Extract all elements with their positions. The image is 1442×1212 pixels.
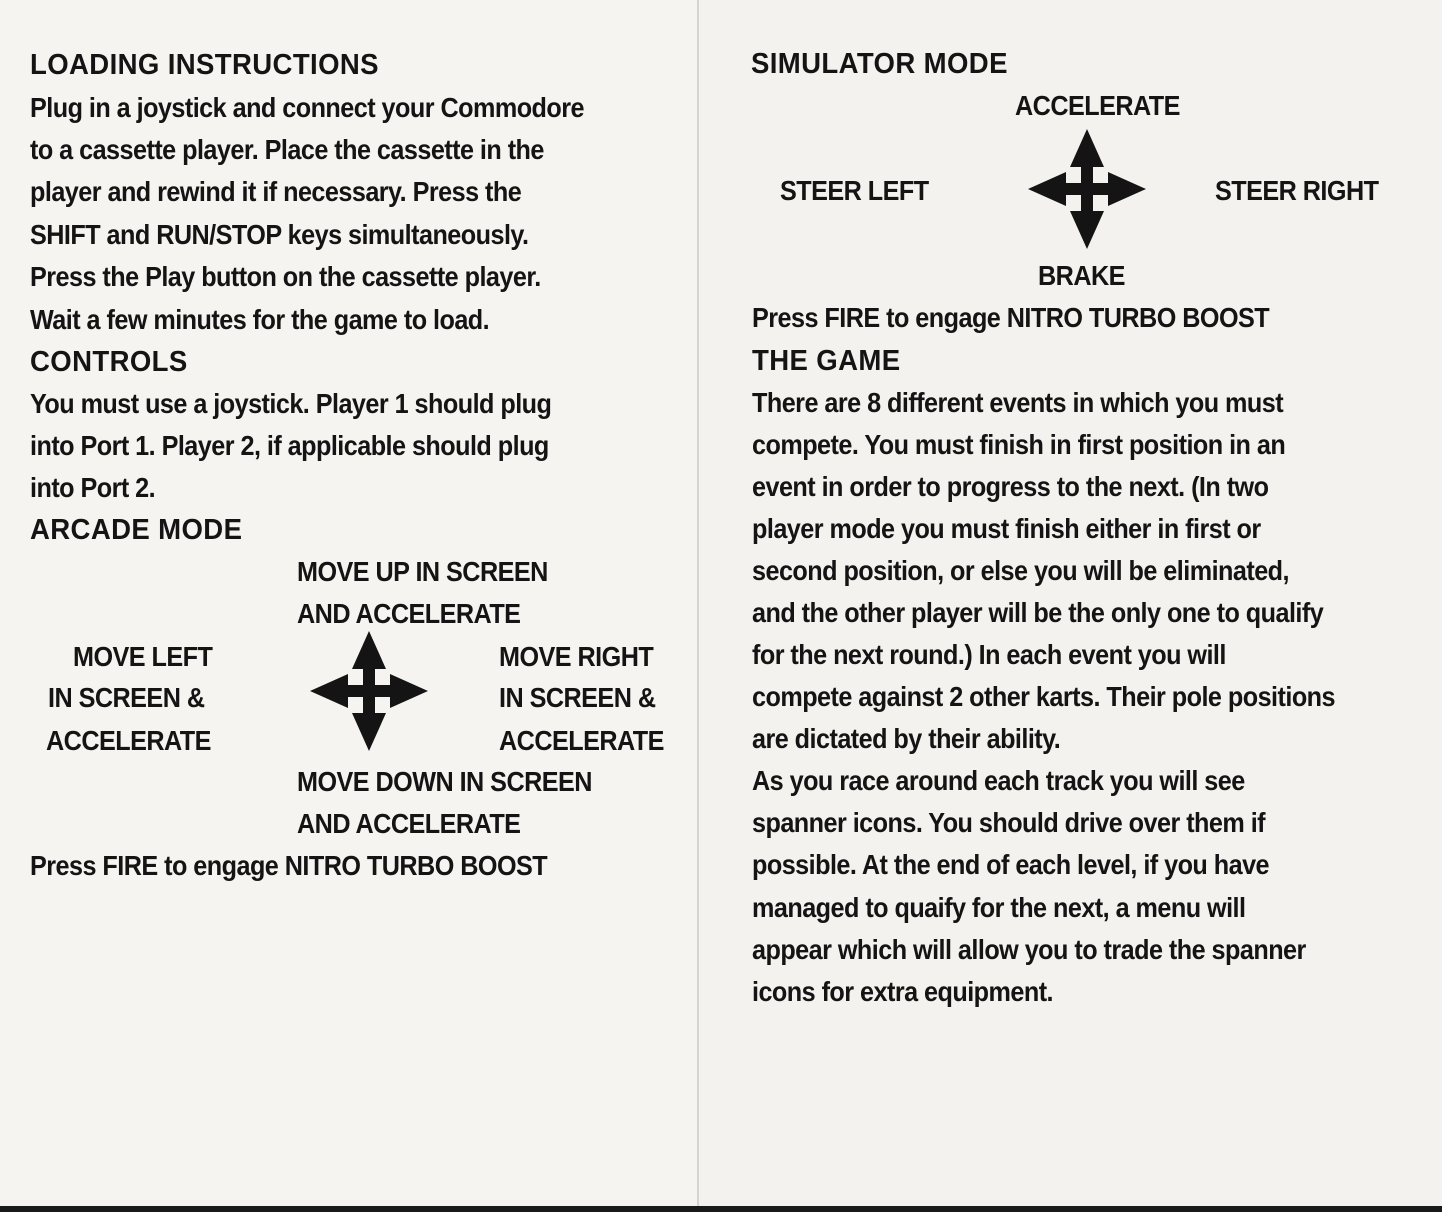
loading-line: SHIFT and RUN/STOP keys simultaneously. [30, 219, 529, 250]
four-way-arrow-icon [1026, 127, 1148, 251]
arcade-up-label: AND ACCELERATE [297, 598, 521, 629]
game-line: for the next round.) In each event you will [752, 639, 1226, 670]
arcade-down-label: MOVE DOWN IN SCREEN [297, 766, 592, 797]
right-panel [699, 0, 1442, 1212]
arcade-left-label: IN SCREEN & [48, 682, 205, 713]
game-line: compete. You must finish in first position in an [752, 429, 1286, 460]
loading-line: Wait a few minutes for the game to load. [30, 304, 490, 335]
controls-heading: CONTROLS [30, 346, 188, 378]
loading-line: Plug in a joystick and connect your Commodore [30, 92, 585, 123]
simulator-right-label: STEER RIGHT [1215, 175, 1379, 206]
simulator-left-label: STEER LEFT [780, 175, 929, 206]
game-line: event in order to progress to the next. (In two [752, 471, 1269, 502]
loading-line: to a cassette player. Place the cassette in the [30, 134, 544, 165]
game-line: managed to quaify for the next, a menu will [752, 892, 1246, 923]
loading-instructions-heading: LOADING INSTRUCTIONS [30, 49, 379, 81]
left-panel [0, 0, 697, 1212]
simulator-up-label: ACCELERATE [1015, 90, 1180, 121]
controls-line: You must use a joystick. Player 1 should plug [30, 388, 552, 419]
arcade-left-label: MOVE LEFT [73, 641, 213, 672]
four-way-arrow-icon [308, 629, 430, 753]
arcade-right-label: ACCELERATE [499, 725, 664, 756]
game-line: and the other player will be the only one to qualify [752, 597, 1324, 628]
arcade-right-label: MOVE RIGHT [499, 641, 654, 672]
arcade-mode-heading: ARCADE MODE [30, 514, 243, 546]
game-line: second position, or else you will be eliminated, [752, 555, 1290, 586]
arcade-left-label: ACCELERATE [46, 725, 211, 756]
scan-bottom-edge [0, 1206, 1442, 1212]
simulator-fire-line: Press FIRE to engage NITRO TURBO BOOST [752, 302, 1270, 333]
game-line: compete against 2 other karts. Their pole positions [752, 681, 1336, 712]
controls-line: into Port 2. [30, 472, 156, 503]
arcade-fire-line: Press FIRE to engage NITRO TURBO BOOST [30, 850, 548, 881]
game-line: appear which will allow you to trade the spanner [752, 934, 1306, 965]
game-line: possible. At the end of each level, if you have [752, 849, 1270, 880]
game-line: spanner icons. You should drive over them if [752, 807, 1266, 838]
arcade-up-label: MOVE UP IN SCREEN [297, 556, 548, 587]
simulator-down-label: BRAKE [1038, 260, 1125, 291]
loading-line: Press the Play button on the cassette player. [30, 261, 541, 292]
loading-line: player and rewind it if necessary. Press the [30, 176, 522, 207]
game-line: There are 8 different events in which you must [752, 387, 1284, 418]
game-line: are dictated by their ability. [752, 723, 1061, 754]
simulator-mode-heading: SIMULATOR MODE [751, 48, 1008, 80]
arcade-right-label: IN SCREEN & [499, 682, 656, 713]
the-game-heading: THE GAME [752, 345, 901, 377]
arcade-down-label: AND ACCELERATE [297, 808, 521, 839]
game-line: player mode you must finish either in first or [752, 513, 1261, 544]
game-line: As you race around each track you will see [752, 765, 1245, 796]
controls-line: into Port 1. Player 2, if applicable should plug [30, 430, 549, 461]
game-line: icons for extra equipment. [752, 976, 1054, 1007]
